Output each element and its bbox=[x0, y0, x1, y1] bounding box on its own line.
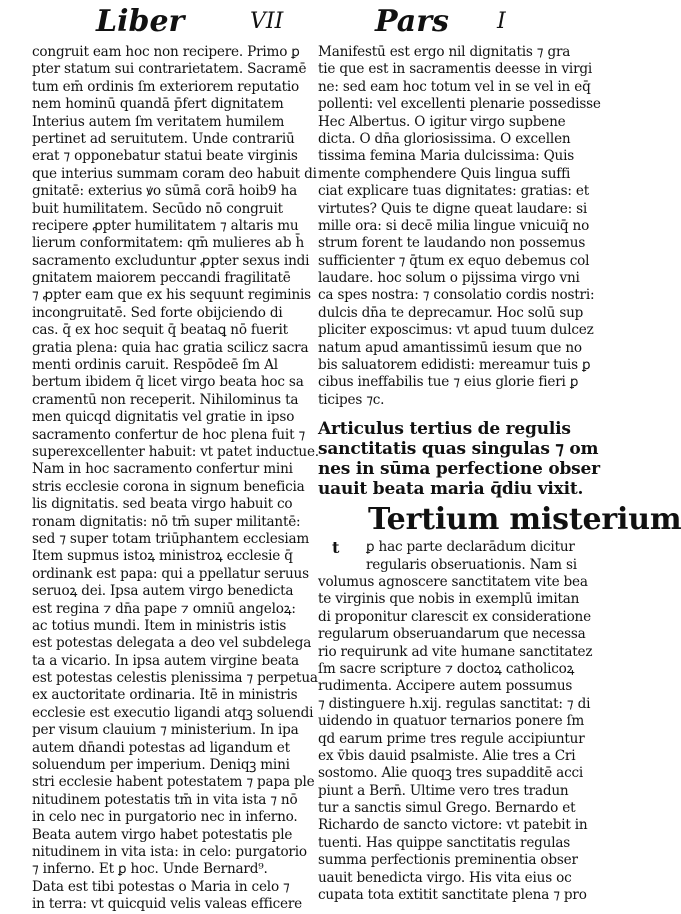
running-head-book-number: VII bbox=[250, 9, 284, 34]
text-line: pter statum sui contrarietatem. Sacramē bbox=[32, 61, 307, 78]
article-heading bbox=[318, 419, 600, 500]
text-line: nem hominū quandā p̄fert dignitatem bbox=[32, 96, 284, 113]
text-line: ciat explicare tuas dignitates: gratias: et bbox=[318, 183, 589, 200]
text-line: uidendo in quatuor ternarios ponere ſm bbox=[318, 713, 585, 730]
text-line: ordinank est papa: qui a ppellatur seruus bbox=[32, 565, 309, 582]
text-line: est regina ⁊ dn̄a pape ⁊ omniū angeloꝝ: bbox=[32, 600, 296, 617]
text-line: lierum conformitatem: qm̄ mulieres ab h̄ bbox=[32, 235, 304, 252]
running-head-liber: Liber bbox=[96, 4, 185, 39]
text-line: piunt a Bern̄. Ultime vero tres tradun bbox=[318, 782, 569, 799]
text-line: regularum obseruandarum que necessa bbox=[318, 626, 586, 643]
text-line: rio requirunk ad vite humane sanctitatez bbox=[318, 643, 593, 660]
text-line: dulcis dn̄a te deprecamur. Hoc solū sup bbox=[318, 304, 584, 321]
text-line: mente comphendere Quis lingua suffi bbox=[318, 165, 571, 182]
text-line: ſm sacre scripture ⁊ doctoꝝ catholicoꝝ bbox=[318, 660, 575, 677]
text-line: uauit beata maria q̄diu vixit. bbox=[318, 479, 584, 500]
left-text-column bbox=[32, 44, 319, 914]
text-line: tie que est in sacramentis deesse in virgi bbox=[318, 61, 593, 78]
text-line: Nam in hoc sacramento confertur mini bbox=[32, 461, 293, 478]
text-line: est potestas delegata a deo vel subdelega bbox=[32, 635, 312, 652]
text-line: pertinet ad seruitutem. Unde contrariū bbox=[32, 130, 295, 147]
text-line: seruoꝝ dei. Ipsa autem virgo benedicta bbox=[32, 583, 294, 600]
text-line: lis dignitatis. sed beata virgo habuit co bbox=[32, 496, 293, 513]
text-line: cas. q̄ ex hoc sequit q̄ beataꝗ nō fuerit bbox=[32, 322, 288, 339]
text-line: sanctitatis quas singulas ⁊ om bbox=[318, 439, 599, 460]
running-head-right bbox=[375, 4, 565, 42]
text-line: summa perfectionis preminentia obser bbox=[318, 852, 578, 869]
text-line: qd earum prime tres regule accipiuntur bbox=[318, 730, 585, 747]
text-line: ⁊ ꝓpter eam que ex his sequunt regiminis bbox=[32, 287, 311, 304]
text-line: buit humilitatem. Secūdo nō congruit bbox=[32, 200, 283, 217]
indented-lines bbox=[318, 539, 588, 574]
text-line: cibus ineffabilis tue ⁊ eius glorie fieri ꝑ bbox=[318, 374, 579, 391]
text-line: stris ecclesie corona in signum beneficia bbox=[32, 478, 305, 495]
text-line: dicta. O dn̄a gloriosissima. O excellen bbox=[318, 130, 571, 147]
text-line: tum em̄ ordinis ſm exteriorem reputatio bbox=[32, 78, 300, 95]
text-line: tur a sanctis simul Grego. Bernardo et bbox=[318, 800, 576, 817]
running-head-left bbox=[96, 4, 336, 42]
text-line: Hec Albertus. O igitur virgo supbene bbox=[318, 113, 566, 130]
text-line: uauit benedicta virgo. His vita eius oc bbox=[318, 869, 572, 886]
text-line: sed ⁊ super totam triūphantem ecclesiam bbox=[32, 530, 310, 547]
running-head-part-number: I bbox=[497, 9, 506, 34]
text-line: per visum clauium ⁊ ministerium. In ipa bbox=[32, 722, 299, 739]
text-line: ꝑ hac parte declarādum dicitur bbox=[366, 539, 575, 556]
text-line: Articulus tertius de regulis bbox=[318, 419, 571, 440]
text-line: stri ecclesie habent potestatem ⁊ papa ple bbox=[32, 774, 315, 791]
text-line: autem dn̄andi potestas ad ligandum et bbox=[32, 739, 290, 756]
text-line: ta a vicario. In ipsa autem virgine beata bbox=[32, 652, 299, 669]
text-line: natum apud amantissimū iesum que no bbox=[318, 339, 582, 356]
text-line: bis saluatorem edidisti: mereamur tuis ꝑ bbox=[318, 357, 591, 374]
text-line: cupata tota extitit sanctitate plena ⁊ pro bbox=[318, 887, 587, 904]
right-column-bottom-text bbox=[318, 573, 593, 904]
text-line: ecclesie est executio ligandi atqꝫ soluendi bbox=[32, 704, 314, 721]
text-line: ticipes ⁊c. bbox=[318, 391, 385, 408]
initial-letter: t bbox=[332, 538, 340, 558]
text-line: sufficienter ⁊ q̄tum ex equo debemus col bbox=[318, 252, 590, 269]
text-line: volumus agnoscere sanctitatem vite bea bbox=[318, 573, 588, 590]
text-line: nitudinem potestatis tm̄ in vita ista ⁊ nō bbox=[32, 791, 298, 808]
text-line: menti ordinis caruit. Respōdeē ſm Al bbox=[32, 357, 278, 374]
text-line: strum forent te laudando non possemus bbox=[318, 235, 586, 252]
text-line: nes in sūma perfectione obser bbox=[318, 459, 600, 480]
text-line: ⁊ distinguere h.xij. regulas sanctitat: ⁊ di bbox=[318, 695, 591, 712]
text-line: Data est tibi potestas o Maria in celo ⁊ bbox=[32, 878, 290, 895]
text-line: tissima femina Maria dulcissima: Quis bbox=[318, 148, 574, 165]
running-head-pars: Pars bbox=[375, 4, 449, 39]
text-line: recipere ꝓpter humilitatem ⁊ altaris mu bbox=[32, 217, 299, 234]
text-line: ex auctoritate ordinaria. Itē in ministris bbox=[32, 687, 298, 704]
text-line: sacramento confertur de hoc plena fuit ⁊ bbox=[32, 426, 306, 443]
text-line: ca spes nostra: ⁊ consolatio cordis nostri: bbox=[318, 287, 595, 304]
text-line: laudare. hoc solum o pijssima virgo vni bbox=[318, 270, 580, 287]
text-line: gratia plena: quia hac gratia scilicz sacra bbox=[32, 339, 309, 356]
text-line: congruit eam hoc non recipere. Primo ꝑ bbox=[32, 44, 300, 60]
text-line: in celo nec in purgatorio nec in inferno. bbox=[32, 809, 298, 826]
text-line: superexcellenter habuit: vt patet inductue. bbox=[32, 443, 319, 460]
text-line: men quicqd dignitatis vel gratie in ipso bbox=[32, 409, 295, 426]
text-line: que interius summam coram deo habuit di bbox=[32, 165, 317, 182]
initial-paragraph bbox=[318, 539, 588, 574]
text-line: mille ora: si decē milia lingue vnicuiq̄ no bbox=[318, 217, 590, 234]
text-line: tuenti. Has quippe sanctitatis regulas bbox=[318, 834, 571, 851]
text-line: sacramento excluduntur ꝓpter sexus indi bbox=[32, 252, 310, 269]
text-line: regularis obseruationis. Nam si bbox=[366, 556, 577, 573]
text-line: bertum ibidem q̄ licet virgo beata hoc sa bbox=[32, 374, 304, 391]
text-line: virtutes? Quis te digne queat laudare: si bbox=[318, 200, 588, 217]
text-line: pollenti: vel excellenti plenarie possedisse bbox=[318, 96, 601, 113]
text-line: Beata autem virgo habet potestatis ple bbox=[32, 826, 293, 843]
text-line: est potestas celestis plenissima ⁊ perpetua bbox=[32, 670, 318, 687]
text-line: cramentū non receperit. Nihilominus ta bbox=[32, 391, 299, 408]
text-line: di proponitur clarescit ex consideratione bbox=[318, 608, 591, 625]
text-line: ac totius mundi. Item in ministris istis bbox=[32, 617, 287, 634]
text-line: ex v̄bis dauid psalmiste. Alie tres a Cri bbox=[318, 747, 576, 764]
text-line: erat ⁊ opponebatur statui beate virginis bbox=[32, 148, 298, 165]
text-line: soluendum per imperium. Deniqꝫ mini bbox=[32, 757, 290, 774]
text-line: Interius autem ſm veritatem humilem bbox=[32, 113, 285, 130]
text-line: rudimenta. Accipere autem possumus bbox=[318, 678, 573, 695]
text-line: gnitatē: exterius ꝟo sūmā corā hoib9 ha bbox=[32, 183, 298, 200]
right-column-top-text bbox=[318, 44, 601, 409]
text-line: ronam dignitatis: nō tm̄ super militantē: bbox=[32, 513, 301, 530]
text-line: pliciter exposcimus: vt apud tuum dulcez bbox=[318, 322, 594, 339]
text-line: gnitatem maiorem peccandi fragilitatē bbox=[32, 270, 291, 287]
section-title: Tertium misterium bbox=[368, 502, 681, 538]
right-text-column bbox=[318, 44, 681, 904]
text-line: Manifestū est ergo nil dignitatis ⁊ gra bbox=[318, 44, 571, 60]
text-line: te virginis que nobis in exemplū imitan bbox=[318, 591, 580, 608]
text-line: ⁊ inferno. Et ꝑ hoc. Unde Bernard⁹. bbox=[32, 861, 268, 878]
text-line: incongruitatē. Sed forte obijciendo di bbox=[32, 304, 283, 321]
text-line: Item supmus istoꝝ ministroꝝ ecclesie q̄ bbox=[32, 548, 293, 565]
text-line: ne: sed eam hoc totum vel in se vel in eq̄ bbox=[318, 78, 591, 95]
text-line: sostomo. Alie quoqꝫ tres supadditē acci bbox=[318, 765, 584, 782]
text-line: Richardo de sancto victore: vt patebit in bbox=[318, 817, 588, 834]
text-line: nitudinem in vita ista: in celo: purgatorio bbox=[32, 843, 307, 860]
text-line: in terra: vt quicquid velis valeas efficere bbox=[32, 896, 302, 913]
